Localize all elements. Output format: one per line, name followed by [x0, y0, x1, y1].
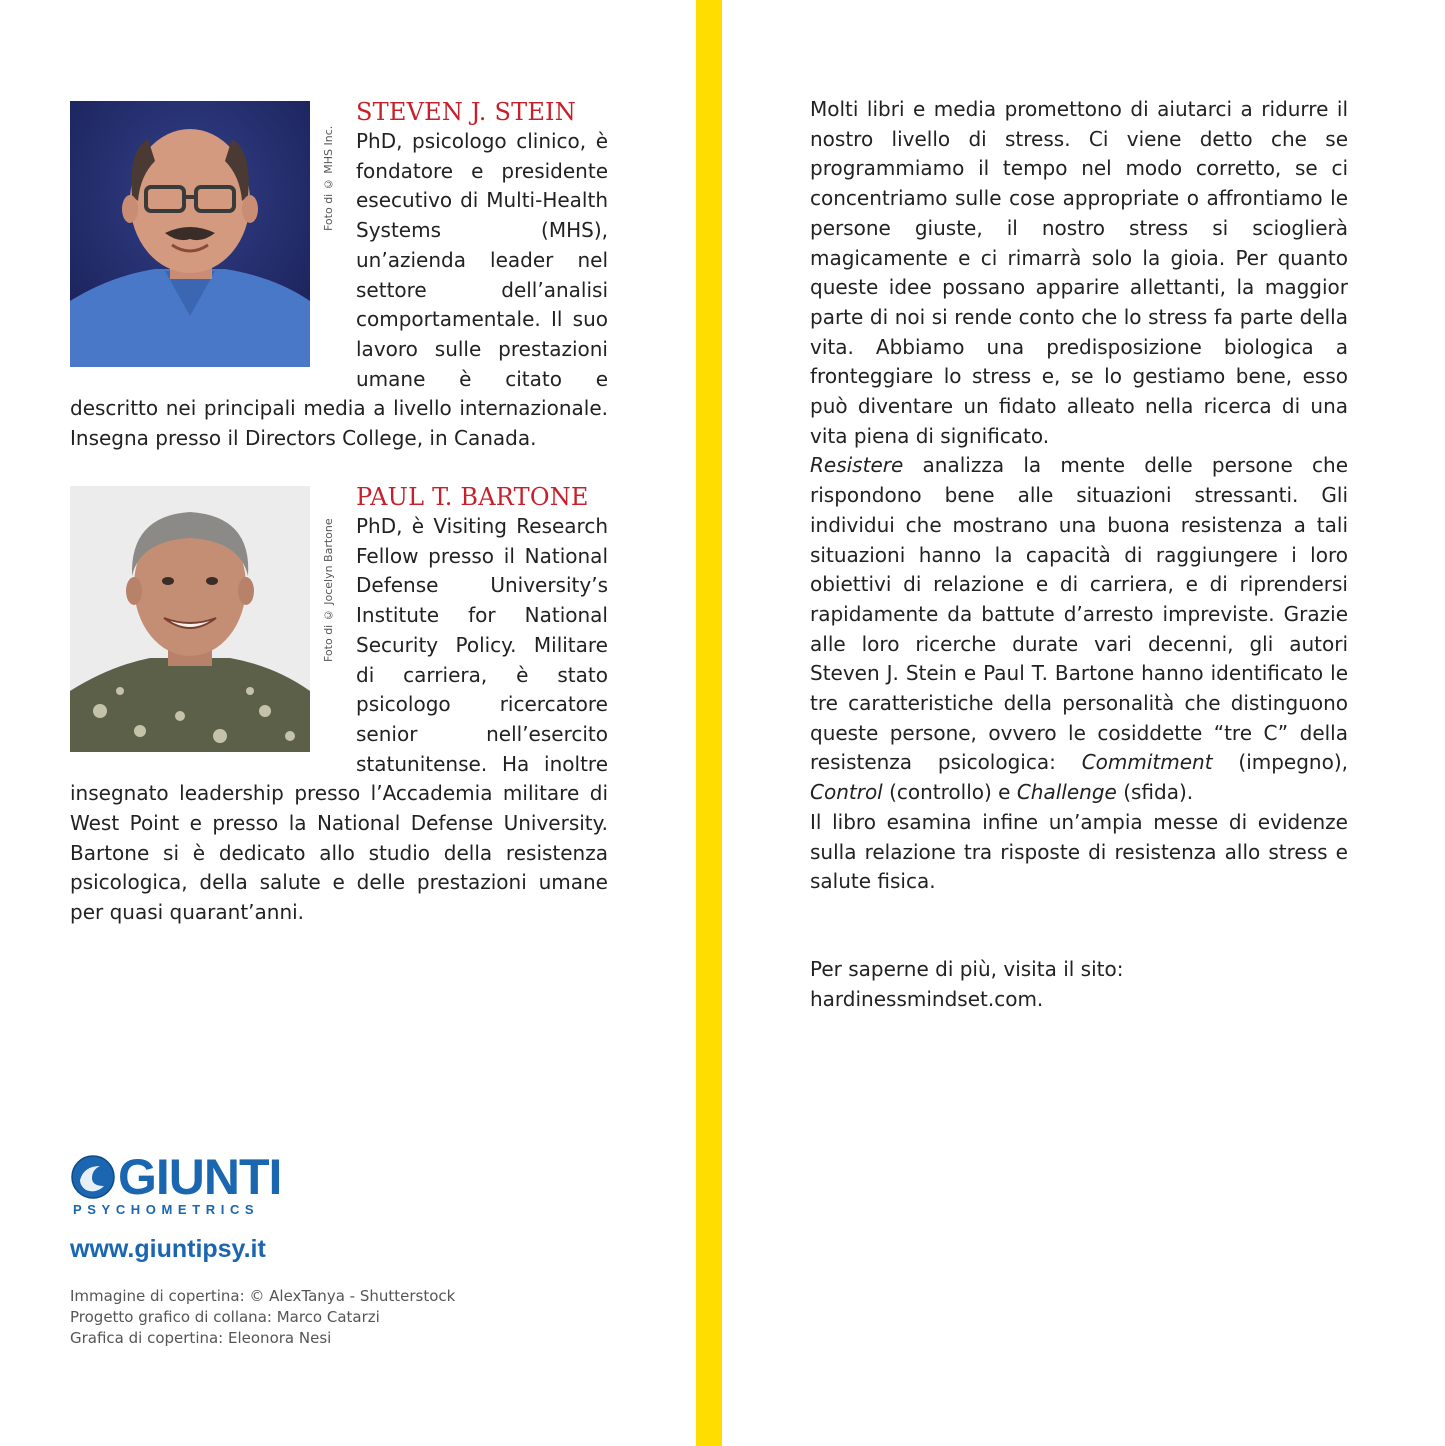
giunti-swirl-icon	[70, 1154, 116, 1200]
author-bio-stein: PhD, psicologo clinico, è fondatore e presidente esecutivo di Multi-Health Systems (MHS), un’azienda leader nel settore dell’analisi comportamentale. Il suo lavoro sulle prestazioni umane è citato e descritto nei principali media a livello internazionale. Insegna presso il Directors College, in Canada.	[70, 129, 608, 451]
yellow-spine-stripe	[696, 0, 722, 1446]
portrait-stein-image	[70, 101, 310, 367]
giunti-logo	[70, 1150, 310, 1220]
photo-credit-stein: Foto di © MHS Inc.	[322, 125, 335, 231]
author-block-bartone	[70, 482, 608, 928]
book-blurb	[810, 95, 1348, 897]
website-note: Per saperne di più, visita il sito: hardinessmindset.com.	[810, 957, 1124, 1011]
author-bio-bartone: PhD, è Visiting Research Fellow presso il National Defense University’s Institute for National Security Policy. Militare di carriera, è stato psicologo ricercatore senior nell’esercito statunitense. Ha inoltre insegnato leadership presso l’Accademia militare di West Point e presso la National Defense University. Bartone si è dedicato allo studio della resistenza psicologica, della salute e delle prestazioni umane per quasi quarant’anni.	[70, 514, 608, 925]
blurb-paragraph-2: Resistere analizza la mente delle persone che rispondono bene alle situazioni stressanti. Gli individui che mostrano una buona resistenza a tali situazioni hanno la capacità di raggiungere i loro obiettivi di relazione e di carriera, e di riprendersi rapidamente da battute d’arresto impreviste. Grazie alle loro ricerche durate vari decenni, gli autori Steven J. Stein e Paul T. Bartone hanno identificato le tre caratteristiche della personalità che distinguono queste persone, ovvero le cosiddette “tre C” della resistenza psicologica: Commitment (impegno), Control (controllo) e Challenge (sfida).	[810, 453, 1349, 805]
cover-credits	[70, 1286, 455, 1349]
book-title-italic: Resistere	[810, 453, 904, 478]
credit-line-cover-graphics: Grafica di copertina: Eleonora Nesi	[70, 1329, 332, 1347]
photo-credit-bartone: Foto di © Jocelyn Bartone	[322, 518, 335, 662]
author-photo-bartone	[70, 486, 335, 752]
author-block-stein	[70, 97, 608, 454]
author-name-bartone: PAUL T. BARTONE	[356, 483, 589, 511]
logo-subtitle: PSYCHOMETRICS	[73, 1202, 260, 1217]
author-photo-stein	[70, 101, 335, 367]
blurb-paragraph-1: Molti libri e media promettono di aiutarci a ridurre il nostro livello di stress. Ci viene detto che se programmiamo il tempo nel modo corretto, se ci concentriamo sulle cose appropriate o affrontiamo le persone giuste, il nostro stress si scioglierà magicamente e ci rimarrà solo la gioia. Per quanto queste idee possano apparire allettanti, la maggior parte di noi si rende conto che lo stress fa parte della vita. Abbiamo una predisposizione biologica a fronteggiare lo stress e, se lo gestiamo bene, esso può diventare un fidato alleato nella ricerca di una vita piena di significato.	[810, 97, 1348, 448]
publisher-website[interactable]: www.giuntipsy.it	[70, 1235, 266, 1263]
credit-line-image: Immagine di copertina: © AlexTanya - Shutterstock	[70, 1287, 456, 1305]
author-name-stein: STEVEN J. STEIN	[356, 98, 576, 126]
logo-wordmark: GIUNTI	[118, 1149, 282, 1205]
portrait-bartone-image	[70, 486, 310, 752]
credit-line-series-design: Progetto grafico di collana: Marco Catarzi	[70, 1308, 380, 1326]
blurb-paragraph-3: Il libro esamina infine un’ampia messe di evidenze sulla relazione tra risposte di resistenza allo stress e salute fisica.	[810, 809, 1348, 894]
